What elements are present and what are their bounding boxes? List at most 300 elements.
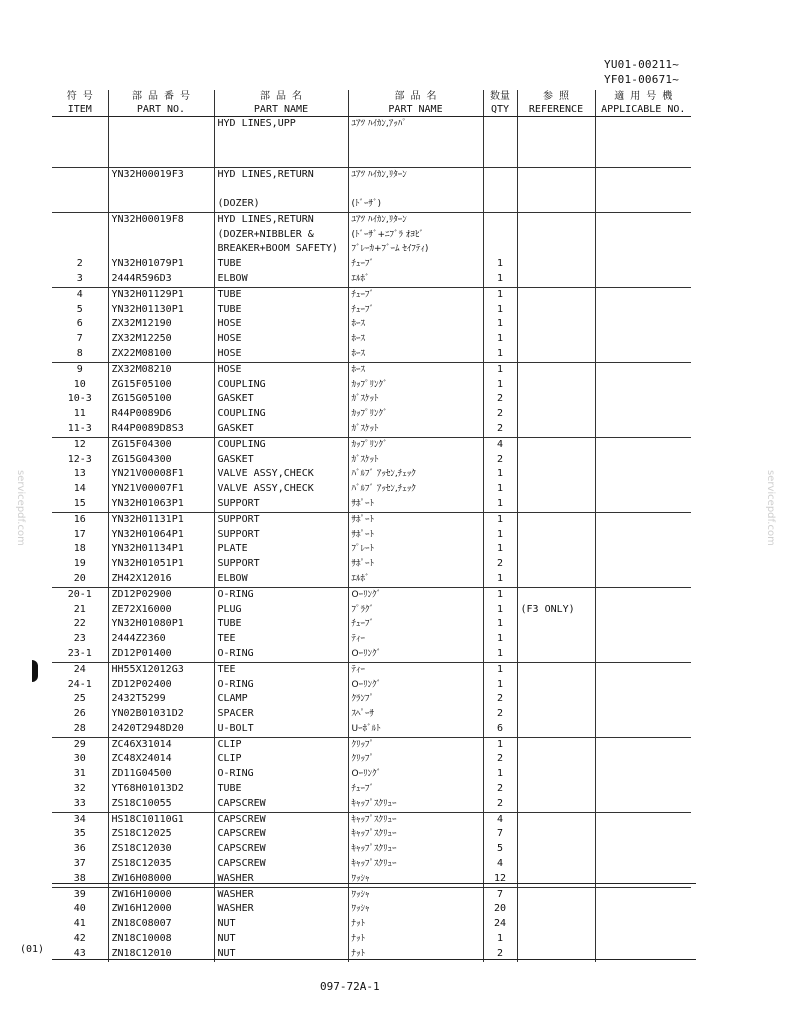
cell-pno: ZE72X16000: [108, 603, 214, 618]
table-row: [52, 678, 691, 693]
cell-pno: 2444R596D3: [108, 272, 214, 287]
cell-jp: ｻﾎﾟｰﾄ: [348, 557, 483, 572]
cell-qty: 1: [483, 678, 517, 693]
col-qty-en: QTY: [483, 103, 517, 117]
cell-ref: [517, 528, 595, 543]
table-row: [52, 197, 691, 212]
table-row: [52, 872, 691, 887]
cell-qty: 1: [483, 542, 517, 557]
cell-ref: [517, 842, 595, 857]
cell-jp: ﾅｯﾄ: [348, 932, 483, 947]
cell-app: [595, 453, 691, 468]
cell-pno: 2444Z2360: [108, 632, 214, 647]
cell-name: VALVE ASSY,CHECK: [214, 467, 348, 482]
cell-item: [52, 212, 108, 227]
cell-ref: [517, 272, 595, 287]
cell-jp: ｽﾍﾟｰｻ: [348, 707, 483, 722]
parts-table: [52, 90, 691, 962]
cell-qty: [483, 228, 517, 243]
cell-ref: [517, 168, 595, 198]
cell-name: WASHER: [214, 887, 348, 902]
cell-ref: (F3 ONLY): [517, 603, 595, 618]
cell-name: TUBE: [214, 287, 348, 302]
cell-item: 6: [76, 318, 83, 330]
cell-app: [595, 812, 691, 827]
cell-ref: [517, 887, 595, 902]
table-row: [52, 827, 691, 842]
cell-app: [595, 287, 691, 302]
table-row: [52, 797, 691, 812]
cell-jp: (ﾄﾞｰｻﾞ+ﾆﾌﾞﾗ ｵﾖﾋﾞ: [348, 228, 483, 243]
cell-ref: [517, 707, 595, 722]
cell-pno: YN32H01064P1: [108, 528, 214, 543]
cell-name: CLIP: [214, 752, 348, 767]
cell-qty: 1: [483, 512, 517, 527]
table-row: [52, 603, 691, 618]
cell-ref: [517, 347, 595, 362]
cell-item: 8: [76, 347, 83, 359]
cell-pno: ZD11G04500: [108, 767, 214, 782]
cell-qty: 1: [483, 617, 517, 632]
cell-qty: 1: [483, 482, 517, 497]
cell-qty: 2: [483, 692, 517, 707]
cell-qty: 1: [483, 587, 517, 602]
cell-name: HOSE: [214, 332, 348, 347]
cell-pno: ZN18C12010: [108, 947, 214, 962]
cell-app: [595, 168, 691, 198]
cell-name: SUPPORT: [214, 557, 348, 572]
cell-ref: [517, 782, 595, 797]
cell-app: [595, 917, 691, 932]
cell-ref: [517, 407, 595, 422]
cell-qty: 1: [483, 603, 517, 618]
cell-qty: 4: [483, 437, 517, 452]
cell-item: 37: [73, 858, 86, 870]
cell-jp: Oｰﾘﾝｸﾞ: [348, 767, 483, 782]
cell-jp: ｶﾞｽｹｯﾄ: [348, 422, 483, 437]
cell-jp: ﾜｯｼｬ: [348, 872, 483, 887]
cell-app: [595, 117, 691, 168]
cell-app: [595, 692, 691, 707]
cell-name: SUPPORT: [214, 497, 348, 512]
cell-item: 15: [73, 497, 86, 509]
cell-jp: ﾌﾟﾗｸﾞ: [348, 603, 483, 618]
cell-name: TUBE: [214, 257, 348, 272]
cell-jp: ｷｬｯﾌﾟｽｸﾘｭｰ: [348, 827, 483, 842]
cell-pno: [108, 117, 214, 168]
cell-qty: [483, 197, 517, 212]
cell-name: TUBE: [214, 617, 348, 632]
cell-app: [595, 707, 691, 722]
cell-jp: ﾃｨｰ: [348, 632, 483, 647]
cell-item: 16: [52, 512, 108, 527]
cell-ref: [517, 857, 595, 872]
cell-app: [595, 827, 691, 842]
cell-jp: ﾁｭｰﾌﾞ: [348, 303, 483, 318]
cell-app: [595, 378, 691, 393]
table-row: [52, 557, 691, 572]
cell-qty: [483, 168, 517, 198]
cell-jp: ｷｬｯﾌﾟｽｸﾘｭｰ: [348, 812, 483, 827]
cell-ref: [517, 572, 595, 587]
table-row: [52, 482, 691, 497]
cell-app: [595, 242, 691, 257]
table-row: [52, 512, 691, 527]
cell-item: 10-3: [67, 393, 92, 405]
cell-ref: [517, 437, 595, 452]
cell-pno: ZD12P01400: [108, 647, 214, 662]
cell-qty: 2: [483, 392, 517, 407]
cell-pno: ZG15F04300: [108, 437, 214, 452]
cell-ref: [517, 422, 595, 437]
cell-pno: R44P0089D8S3: [108, 422, 214, 437]
cell-item: 36: [73, 843, 86, 855]
cell-app: [595, 587, 691, 602]
cell-jp: ｷｬｯﾌﾟｽｸﾘｭｰ: [348, 857, 483, 872]
cell-pno: YN32H01080P1: [108, 617, 214, 632]
cell-item: 17: [73, 528, 86, 540]
cell-ref: [517, 587, 595, 602]
cell-name: CLIP: [214, 737, 348, 752]
col-app-jp: 適 用 号 機: [595, 90, 691, 103]
cell-item: 25: [73, 693, 86, 705]
cell-qty: 1: [483, 932, 517, 947]
table-row: [52, 117, 691, 168]
cell-ref: [517, 512, 595, 527]
cell-name: PLATE: [214, 542, 348, 557]
cell-jp: ｶﾞｽｹｯﾄ: [348, 392, 483, 407]
cell-ref: [517, 378, 595, 393]
cell-ref: [517, 932, 595, 947]
cell-name: CAPSCREW: [214, 797, 348, 812]
cell-ref: [517, 632, 595, 647]
cell-item: 4: [52, 287, 108, 302]
cell-qty: 20: [483, 902, 517, 917]
cell-item: 19: [73, 558, 86, 570]
cell-pno: YN32H01063P1: [108, 497, 214, 512]
cell-jp: ｶﾞｽｹｯﾄ: [348, 453, 483, 468]
cell-qty: 1: [483, 257, 517, 272]
cell-pno: HS18C10110G1: [108, 812, 214, 827]
cell-item: 22: [73, 618, 86, 630]
cell-ref: [517, 242, 595, 257]
table-row: [52, 782, 691, 797]
table-row: [52, 632, 691, 647]
cell-app: [595, 872, 691, 887]
cell-app: [595, 767, 691, 782]
cell-name: ELBOW: [214, 272, 348, 287]
cell-item: 2: [76, 258, 83, 270]
table-row: [52, 542, 691, 557]
cell-qty: 2: [483, 782, 517, 797]
col-ref-jp: 参 照: [517, 90, 595, 103]
cell-item: 12-3: [67, 453, 92, 465]
cell-app: [595, 317, 691, 332]
cell-jp: Oｰﾘﾝｸﾞ: [348, 647, 483, 662]
cell-app: [595, 572, 691, 587]
cell-pno: YN32H01131P1: [108, 512, 214, 527]
cell-item: 20-1: [52, 587, 108, 602]
table-row: [52, 407, 691, 422]
cell-item: 35: [73, 828, 86, 840]
cell-app: [595, 228, 691, 243]
cell-name: CLAMP: [214, 692, 348, 707]
cell-qty: 1: [483, 347, 517, 362]
cell-ref: [517, 332, 595, 347]
cell-pno: ZG15F05100: [108, 378, 214, 393]
table-row: [52, 272, 691, 287]
cell-app: [595, 603, 691, 618]
cell-app: [595, 197, 691, 212]
table-row: [52, 932, 691, 947]
cell-name: O-RING: [214, 587, 348, 602]
table-row: [52, 392, 691, 407]
cell-jp: ｻﾎﾟｰﾄ: [348, 528, 483, 543]
cell-app: [595, 797, 691, 812]
cell-qty: 1: [483, 303, 517, 318]
cell-jp: ｻﾎﾟｰﾄ: [348, 512, 483, 527]
cell-app: [595, 617, 691, 632]
cell-qty: 1: [483, 647, 517, 662]
cell-app: [595, 782, 691, 797]
cell-item: 11-3: [67, 422, 92, 434]
table-row: [52, 467, 691, 482]
cell-jp: ﾜｯｼｬ: [348, 902, 483, 917]
cell-app: [595, 212, 691, 227]
cell-pno: YN21V00008F1: [108, 467, 214, 482]
cell-name: CAPSCREW: [214, 857, 348, 872]
table-row: [52, 303, 691, 318]
table-row: [52, 902, 691, 917]
cell-name: COUPLING: [214, 407, 348, 422]
cell-name: SPACER: [214, 707, 348, 722]
cell-app: [595, 542, 691, 557]
cell-app: [595, 347, 691, 362]
cell-qty: [483, 212, 517, 227]
cell-qty: 2: [483, 407, 517, 422]
cell-item: 39: [52, 887, 108, 902]
col-app-en: APPLICABLE NO.: [595, 103, 691, 117]
cell-qty: 6: [483, 722, 517, 737]
col-name-en: PART NAME: [214, 103, 348, 117]
cell-qty: 7: [483, 827, 517, 842]
cell-pno: ZX32M12190: [108, 317, 214, 332]
cell-jp: ｸﾘｯﾌﾟ: [348, 752, 483, 767]
cell-app: [595, 332, 691, 347]
cell-pno: ZS18C10055: [108, 797, 214, 812]
table-body: [52, 117, 691, 962]
serial-range-2: YF01-00671~: [604, 73, 680, 86]
cell-name: WASHER: [214, 872, 348, 887]
cell-ref: [517, 872, 595, 887]
cell-qty: 4: [483, 812, 517, 827]
cell-pno: ZW16H12000: [108, 902, 214, 917]
cell-jp: (ﾄﾞｰｻﾞ): [348, 197, 483, 212]
cell-ref: [517, 752, 595, 767]
cell-item: 20: [73, 572, 86, 584]
table-row: [52, 528, 691, 543]
cell-name: TUBE: [214, 303, 348, 318]
cell-item: 33: [73, 797, 86, 809]
cell-qty: 24: [483, 917, 517, 932]
cell-name: SUPPORT: [214, 528, 348, 543]
cell-item: 29: [52, 737, 108, 752]
table-row: [52, 857, 691, 872]
cell-app: [595, 737, 691, 752]
cell-item: 32: [73, 783, 86, 795]
cell-pno: YN32H00019F8: [108, 212, 214, 227]
cell-pno: ZD12P02900: [108, 587, 214, 602]
cell-pno: ZX32M08210: [108, 362, 214, 377]
cell-pno: ZW16H08000: [108, 872, 214, 887]
table-row: [52, 617, 691, 632]
cell-jp: Oｰﾘﾝｸﾞ: [348, 678, 483, 693]
cell-app: [595, 557, 691, 572]
cell-app: [595, 857, 691, 872]
cell-jp: ﾅｯﾄ: [348, 917, 483, 932]
cell-app: [595, 257, 691, 272]
cell-qty: 4: [483, 857, 517, 872]
table-row: [52, 242, 691, 257]
cell-pno: ZD12P02400: [108, 678, 214, 693]
cell-name: U-BOLT: [214, 722, 348, 737]
cell-ref: [517, 647, 595, 662]
cell-ref: [517, 767, 595, 782]
cell-qty: 1: [483, 528, 517, 543]
cell-pno: ZS18C12035: [108, 857, 214, 872]
cell-ref: [517, 482, 595, 497]
cell-jp: ｶｯﾌﾟﾘﾝｸﾞ: [348, 378, 483, 393]
cell-jp: ｸﾘｯﾌﾟ: [348, 737, 483, 752]
cell-pno: ZH42X12016: [108, 572, 214, 587]
cell-name: O-RING: [214, 678, 348, 693]
cell-ref: [517, 557, 595, 572]
cell-item: 31: [73, 768, 86, 780]
table-row: [52, 812, 691, 827]
col-item-en: ITEM: [52, 103, 108, 117]
cell-ref: [517, 827, 595, 842]
cell-app: [595, 437, 691, 452]
cell-jp: ﾊﾞﾙﾌﾞ ｱｯｾﾝ,ﾁｪｯｸ: [348, 467, 483, 482]
cell-app: [595, 662, 691, 677]
cell-item: 10: [73, 378, 86, 390]
cell-app: [595, 528, 691, 543]
cell-qty: 1: [483, 497, 517, 512]
cell-qty: 2: [483, 453, 517, 468]
table-row: [52, 752, 691, 767]
cell-pno: [108, 228, 214, 243]
cell-name: COUPLING: [214, 437, 348, 452]
col-qty-jp: 数量: [483, 90, 517, 103]
cell-jp: ｴﾙﾎﾞ: [348, 272, 483, 287]
cell-qty: 7: [483, 887, 517, 902]
cell-qty: 1: [483, 467, 517, 482]
table-row: [52, 362, 691, 377]
table-row: [52, 692, 691, 707]
table-bottom-rule: [52, 959, 696, 960]
cell-ref: [517, 303, 595, 318]
cell-item: 9: [52, 362, 108, 377]
table-row: [52, 497, 691, 512]
cell-app: [595, 467, 691, 482]
col-partno-jp: 部 品 番 号: [108, 90, 214, 103]
cell-jp: ﾃｨｰ: [348, 662, 483, 677]
cell-pno: YN32H01134P1: [108, 542, 214, 557]
cell-item: 30: [73, 753, 86, 765]
table-row: [52, 437, 691, 452]
cell-pno: R44P0089D6: [108, 407, 214, 422]
cell-app: [595, 842, 691, 857]
cell-item: 38: [73, 872, 86, 884]
cell-pno: ZC46X31014: [108, 737, 214, 752]
table-row: [52, 287, 691, 302]
table-row: [52, 422, 691, 437]
table-row: [52, 378, 691, 393]
cell-item: 3: [76, 272, 83, 284]
col-item-jp: 符 号: [66, 91, 93, 102]
table-row: [52, 212, 691, 227]
table-row: [52, 647, 691, 662]
cell-ref: [517, 917, 595, 932]
cell-name: HYD LINES,RETURN: [214, 212, 348, 227]
cell-jp: ﾕｱﾂ ﾊｲｶﾝ,ﾘﾀｰﾝ: [348, 212, 483, 227]
table-row: [52, 317, 691, 332]
cell-name: HOSE: [214, 362, 348, 377]
cell-item: 34: [52, 812, 108, 827]
cell-ref: [517, 542, 595, 557]
cell-item: [52, 117, 108, 168]
cell-name: (DOZER+NIBBLER &: [214, 228, 348, 243]
cell-jp: ﾌﾟﾚｰﾄ: [348, 542, 483, 557]
cell-jp: ｷｬｯﾌﾟｽｸﾘｭｰ: [348, 797, 483, 812]
cell-app: [595, 932, 691, 947]
cell-name: NUT: [214, 917, 348, 932]
cell-pno: YN32H01129P1: [108, 287, 214, 302]
cell-name: PLUG: [214, 603, 348, 618]
cell-qty: 1: [483, 378, 517, 393]
cell-jp: ﾁｭｰﾌﾞ: [348, 617, 483, 632]
table-row: [52, 453, 691, 468]
cell-qty: 1: [483, 767, 517, 782]
cell-jp: ﾎｰｽ: [348, 332, 483, 347]
cell-ref: [517, 197, 595, 212]
table-row: [52, 917, 691, 932]
cell-app: [595, 497, 691, 512]
cell-jp: ﾎｰｽ: [348, 317, 483, 332]
cell-app: [595, 362, 691, 377]
cell-name: O-RING: [214, 767, 348, 782]
cell-qty: 1: [483, 632, 517, 647]
cell-app: [595, 392, 691, 407]
cell-jp: ﾎｰｽ: [348, 347, 483, 362]
cell-item: 18: [73, 543, 86, 555]
cell-pno: ZX22M08100: [108, 347, 214, 362]
cell-item: [52, 168, 108, 198]
cell-item: 28: [73, 722, 86, 734]
cell-item: 23-1: [67, 647, 92, 659]
cell-name: CAPSCREW: [214, 812, 348, 827]
cell-pno: ZG15G04300: [108, 453, 214, 468]
table-row: [52, 257, 691, 272]
cell-app: [595, 422, 691, 437]
cell-ref: [517, 287, 595, 302]
cell-jp: Oｰﾘﾝｸﾞ: [348, 587, 483, 602]
cell-item: 26: [73, 708, 86, 720]
cell-pno: 2432T5299: [108, 692, 214, 707]
cell-ref: [517, 617, 595, 632]
cell-pno: ZS18C12030: [108, 842, 214, 857]
cell-qty: 2: [483, 797, 517, 812]
